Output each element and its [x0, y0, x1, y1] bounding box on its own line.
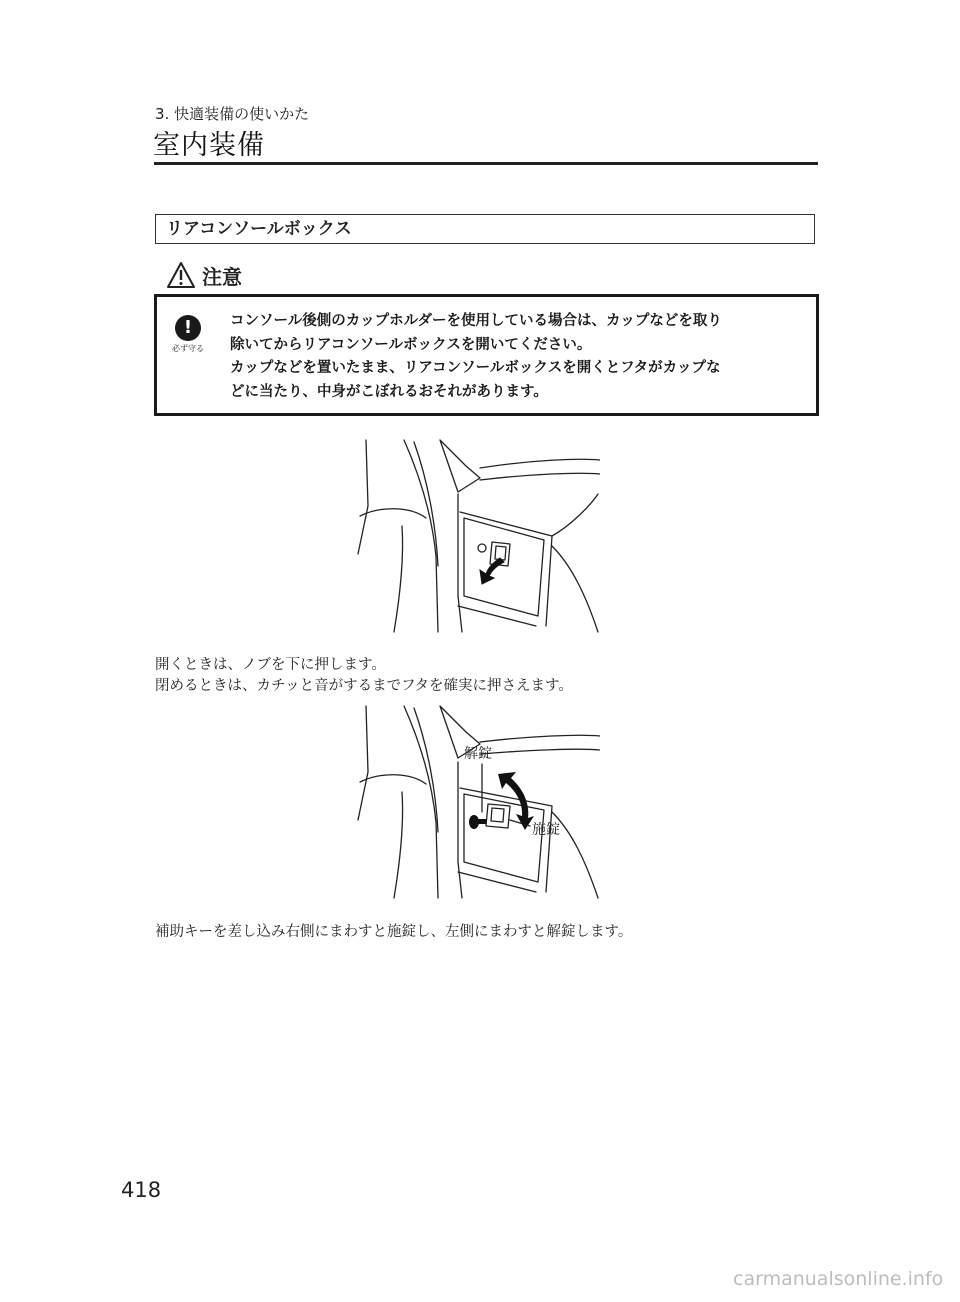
watermark: carmanualsonline.info — [733, 1268, 944, 1290]
unlock-label: 解錠 — [464, 746, 492, 762]
caution-line: どに当たり、中身がこぼれるおそれがあります。 — [230, 383, 548, 400]
caption-line: 閉めるときは、カチッと音がするまでフタを確実に押さえます。 — [155, 678, 573, 694]
caution-heading — [166, 260, 242, 290]
mandatory-label: 必ず守る — [172, 344, 204, 353]
section-title: 室内装備 — [153, 130, 265, 161]
lock-label: 施錠 — [532, 822, 560, 838]
caution-text — [230, 310, 810, 404]
page-number: 418 — [121, 1178, 162, 1202]
header-divider — [154, 162, 818, 165]
exclamation-icon: ! — [175, 315, 201, 341]
caution-line: 除いてからリアコンソールボックスを開いてください。 — [230, 336, 592, 353]
caution-box — [154, 294, 819, 416]
key-icon — [469, 815, 486, 829]
console-lock-illustration — [340, 702, 600, 902]
caution-line: コンソール後側のカップホルダーを使用している場合は、カップなどを取り — [230, 313, 722, 329]
caution-line: カップなどを置いたまま、リアコンソールボックスを開くとフタがカップな — [230, 360, 721, 376]
figure1-caption — [155, 655, 573, 697]
press-down-arrow-icon — [480, 558, 504, 584]
figure2-caption: 補助キーを差し込み右側にまわすと施錠し、左側にまわすと解錠します。 — [155, 924, 633, 940]
chapter-title: 3. 快適装備の使いかた — [155, 105, 310, 123]
console-open-illustration — [340, 436, 600, 636]
caution-title: 注意 — [202, 264, 242, 289]
subheading: リアコンソールボックス — [155, 214, 815, 244]
mandatory-icon — [170, 315, 206, 354]
caption-line: 開くときは、ノブを下に押します。 — [155, 657, 386, 673]
warning-triangle-icon — [166, 261, 196, 289]
